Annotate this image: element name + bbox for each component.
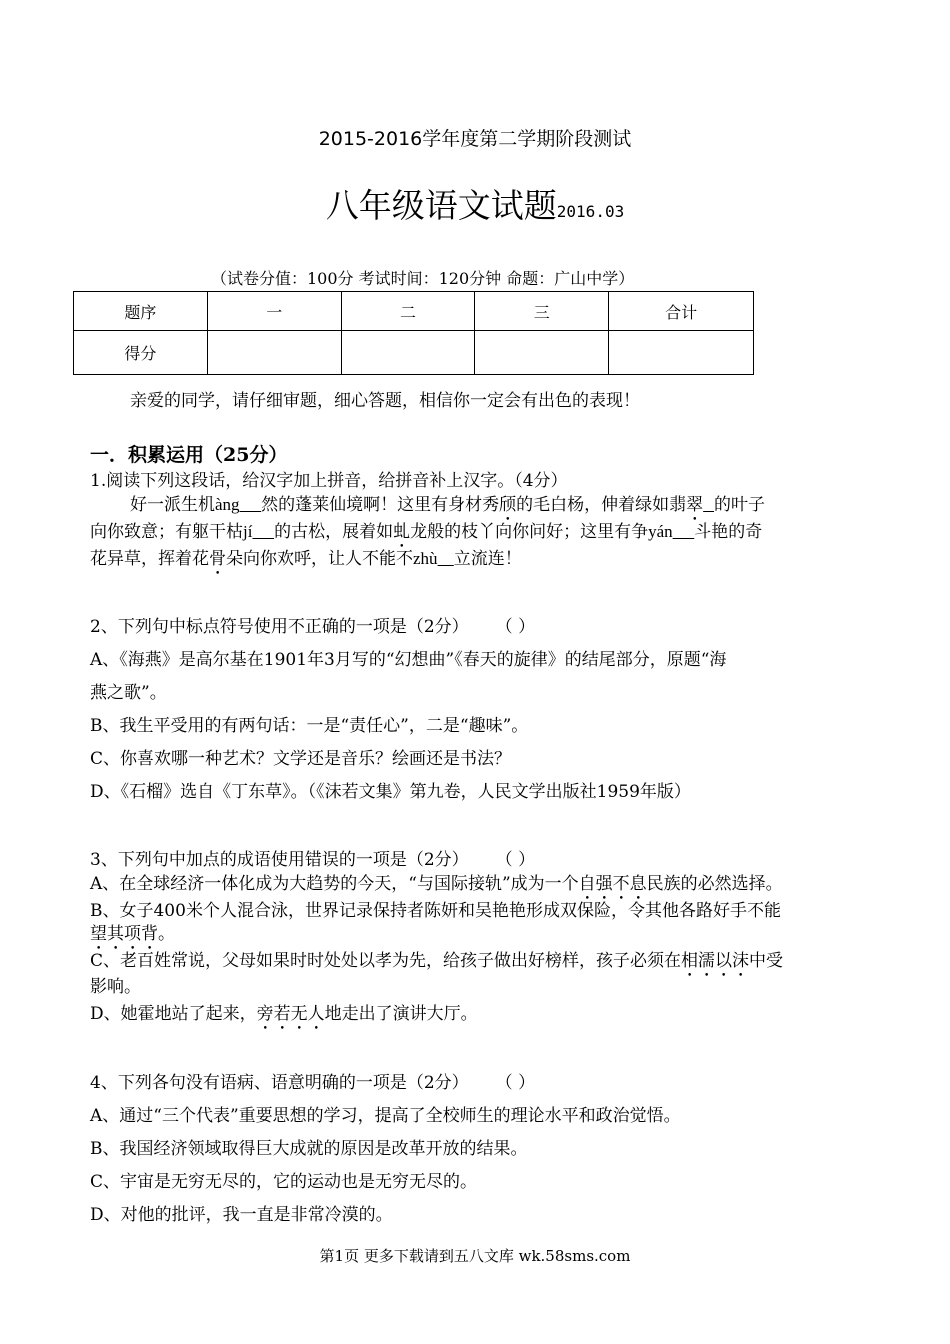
q1-pinyin: àng: [215, 495, 240, 514]
score-cell: [475, 331, 609, 375]
q1-text: 的毛白杨，伸着绿如翡: [516, 495, 687, 515]
exam-subject-title: 八年级语文试题: [325, 186, 557, 225]
q1-dotted-char: 虬: [393, 522, 411, 542]
score-cell: [341, 331, 475, 375]
score-header-cell: 二: [341, 292, 475, 331]
score-cell: [207, 331, 341, 375]
score-header-cell: 题序: [74, 292, 208, 331]
q3-dotted-idiom: 旁若无人: [256, 1004, 325, 1024]
q3-option-c: [90, 946, 783, 981]
score-row-label: 得分: [74, 331, 208, 375]
q4-option-a: A、通过“三个代表”重要思想的学习，提高了全校师生的理论水平和政治觉悟。: [90, 1106, 681, 1126]
score-table-score-row: [74, 331, 754, 375]
q4-option-c: C、宇宙是无穷无尽的，它的运动也是无穷无尽的。: [90, 1172, 478, 1192]
q1-pinyin: jí: [243, 522, 253, 541]
q1-text: 龙般的枝丫向你问好；这里有争: [410, 522, 649, 542]
score-header-cell: 一: [207, 292, 341, 331]
q2-option-a-cont: 燕之歌”。: [90, 683, 167, 703]
page-footer: 第1页 更多下载请到五八文库 wk.58sms.com: [319, 1247, 631, 1265]
q1-text: 的古松，展着如: [274, 522, 394, 542]
q1-text: 向你致意；有躯干枯: [90, 522, 243, 542]
q1-blank: [673, 522, 695, 542]
q2-option-a: A、《海燕》是高尔基在1901年3月写的“幻想曲”《春天的旋律》的结尾部分，原题“海: [90, 650, 727, 670]
q3-option-b: B、女子400米个人混合泳，世界记录保持者陈妍和吴艳艳形成双保险，令其他各路好手不能: [90, 901, 781, 921]
q1-text: 然的蓬莱仙境啊！这里有身材秀: [261, 495, 500, 515]
section-title: 一．积累运用（25分）: [90, 444, 288, 466]
question-1-line-3: [90, 544, 522, 579]
q4-stem-text: 4、下列各句没有语病、语意明确的一项是（2分）: [90, 1073, 469, 1093]
q3-text: 民族的必然选择。: [646, 874, 783, 894]
exam-date: 2016.03: [556, 202, 625, 221]
q1-text: 立流连！: [453, 549, 522, 569]
q1-blank: [240, 495, 262, 515]
q3-option-c-cont: 影响。: [90, 977, 141, 997]
q1-blank: [252, 522, 274, 542]
exam-term-title: 2015-2016学年度第二学期阶段测试: [318, 128, 632, 150]
q3-text: C、老百姓常说，父母如果时时处处以孝为先，给孩子做出好榜样，孩子必须在: [90, 951, 682, 971]
answer-bracket: （ ）: [495, 617, 536, 637]
q1-text: 斗艳的奇: [694, 522, 763, 542]
exam-main-title: [0, 180, 950, 227]
q3-option-d: [90, 999, 478, 1034]
greeting: 亲爱的同学，请仔细审题，细心答题，相信你一定会有出色的表现！: [130, 391, 640, 411]
answer-bracket: （ ）: [495, 1073, 536, 1093]
q1-text: 花异草，挥着花: [90, 549, 209, 569]
question-4-stem: [90, 1068, 535, 1093]
score-table: [73, 291, 754, 375]
q3-dotted-idiom: 自强不息: [578, 874, 647, 894]
q4-option-d: D、对他的批评，我一直是非常冷漠的。: [90, 1205, 393, 1225]
q1-dotted-char: 颀: [499, 495, 517, 515]
q3-text: D、她霍地站了起来，: [90, 1004, 257, 1024]
q3-text: 。: [158, 924, 175, 944]
q1-pinyin: yán: [648, 522, 673, 541]
answer-bracket: （ ）: [495, 850, 536, 870]
q3-text: 中受: [749, 951, 784, 971]
q2-stem-text: 2、下列句中标点符号使用不正确的一项是（2分）: [90, 617, 469, 637]
question-2-stem: [90, 612, 535, 637]
score-header-cell: 合计: [609, 292, 754, 331]
q3-text: 地走出了演讲大厅。: [324, 1004, 478, 1024]
score-header-cell: 三: [475, 292, 609, 331]
question-1-stem: 1.阅读下列这段话，给汉字加上拼音，给拼音补上汉字。（4分）: [90, 471, 568, 491]
q1-text: 好一派生机: [130, 495, 215, 515]
q2-option-d: D、《石榴》选自《丁东草》。（《沫若文集》第九卷，人民文学出版社1959年版）: [90, 782, 691, 802]
q1-blank: [703, 495, 714, 515]
q1-text: 朵向你欢呼，让人不能不: [226, 549, 413, 569]
q1-dotted-char: 翠: [686, 495, 704, 515]
score-cell: [609, 331, 754, 375]
score-table-header-row: [74, 292, 754, 331]
q3-text: A、在全球经济一体化成为大趋势的今天，“与国际接轨”成为一个: [90, 874, 579, 894]
question-3-stem: [90, 845, 535, 870]
q1-text: 的叶子: [713, 495, 765, 515]
q3-dotted-idiom: 望其项背: [90, 924, 158, 944]
q1-dotted-char: 骨: [209, 549, 226, 569]
q3-dotted-idiom: 相濡以沫: [681, 951, 750, 971]
exam-info: （试卷分值：100分 考试时间：120分钟 命题：广山中学）: [211, 269, 635, 288]
q4-option-b: B、我国经济领域取得巨大成就的原因是改革开放的结果。: [90, 1139, 528, 1159]
q3-stem-text: 3、下列句中加点的成语使用错误的一项是（2分）: [90, 850, 469, 870]
q1-pinyin: zhù: [413, 549, 438, 568]
q2-option-c: C、你喜欢哪一种艺术？文学还是音乐？绘画还是书法？: [90, 749, 512, 769]
q1-blank: [438, 549, 454, 569]
q2-option-b: B、我生平受用的有两句话：一是“责任心”，二是“趣味”。: [90, 716, 529, 736]
